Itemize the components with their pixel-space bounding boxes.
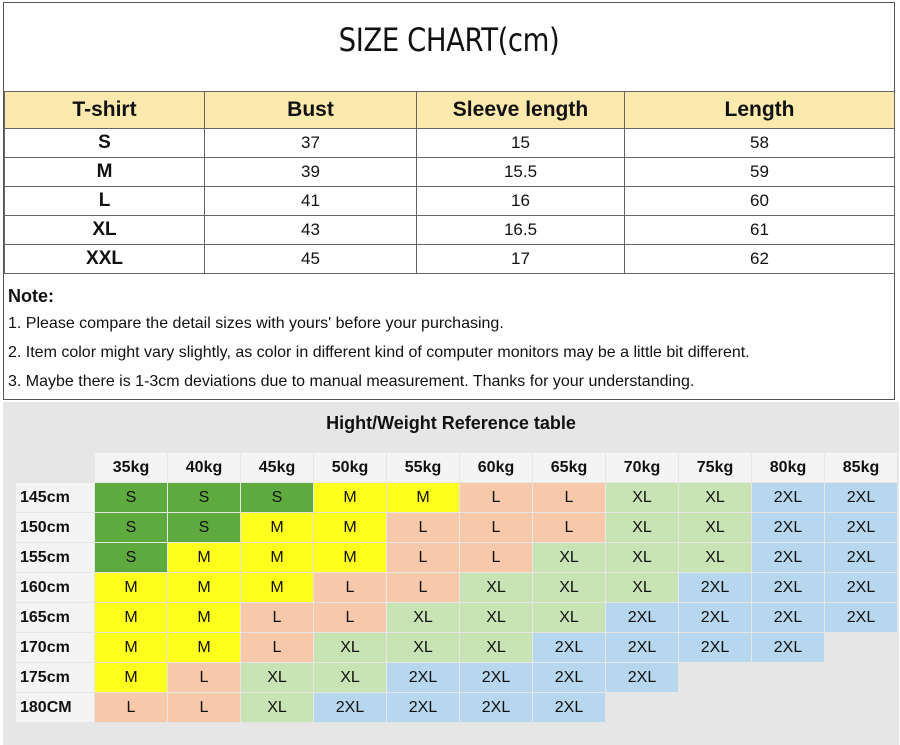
size-recommendation-cell: XL bbox=[314, 633, 386, 662]
height-header: 170cm bbox=[16, 633, 94, 662]
size-recommendation-cell: M bbox=[314, 513, 386, 542]
length-cell: 60 bbox=[625, 187, 895, 216]
size-recommendation-cell: M bbox=[168, 543, 240, 572]
size-table-header-row bbox=[5, 92, 895, 129]
size-recommendation-cell: M bbox=[95, 633, 167, 662]
size-recommendation-cell: M bbox=[95, 603, 167, 632]
size-cell: XXL bbox=[5, 245, 205, 274]
size-recommendation-cell: 2XL bbox=[460, 693, 532, 722]
weight-header: 70kg bbox=[606, 453, 678, 482]
size-recommendation-cell: XL bbox=[606, 513, 678, 542]
size-recommendation-cell: 2XL bbox=[314, 693, 386, 722]
corner-cell bbox=[16, 453, 94, 482]
size-recommendation-cell: 2XL bbox=[752, 603, 824, 632]
size-cell: L bbox=[5, 187, 205, 216]
height-header: 160cm bbox=[16, 573, 94, 602]
size-recommendation-cell: XL bbox=[314, 663, 386, 692]
table-row bbox=[16, 543, 897, 572]
weight-header: 75kg bbox=[679, 453, 751, 482]
size-recommendation-cell: 2XL bbox=[533, 693, 605, 722]
notes-section bbox=[8, 283, 892, 396]
height-header: 165cm bbox=[16, 603, 94, 632]
weight-header: 35kg bbox=[95, 453, 167, 482]
size-recommendation-cell: XL bbox=[679, 483, 751, 512]
weight-header: 40kg bbox=[168, 453, 240, 482]
size-recommendation-cell: M bbox=[241, 573, 313, 602]
size-recommendation-cell: 2XL bbox=[752, 633, 824, 662]
reference-table bbox=[15, 452, 898, 723]
size-cell: S bbox=[5, 129, 205, 158]
size-recommendation-cell: 2XL bbox=[606, 603, 678, 632]
size-recommendation-cell: 2XL bbox=[679, 573, 751, 602]
size-recommendation-cell: 2XL bbox=[752, 483, 824, 512]
bust-cell: 37 bbox=[205, 129, 417, 158]
size-recommendation-cell: L bbox=[95, 693, 167, 722]
length-cell: 59 bbox=[625, 158, 895, 187]
size-recommendation-cell: M bbox=[168, 573, 240, 602]
size-chart-panel bbox=[3, 2, 895, 400]
size-recommendation-cell: M bbox=[95, 663, 167, 692]
size-recommendation-cell: 2XL bbox=[533, 633, 605, 662]
table-row bbox=[16, 663, 897, 692]
size-recommendation-cell: L bbox=[168, 693, 240, 722]
sleeve-cell: 15 bbox=[417, 129, 625, 158]
size-recommendation-cell bbox=[825, 663, 897, 692]
size-recommendation-cell: M bbox=[241, 543, 313, 572]
size-recommendation-cell: L bbox=[241, 603, 313, 632]
weight-header: 55kg bbox=[387, 453, 459, 482]
length-cell: 58 bbox=[625, 129, 895, 158]
size-recommendation-cell: 2XL bbox=[679, 633, 751, 662]
table-row bbox=[5, 158, 895, 187]
column-header-tshirt: T-shirt bbox=[5, 92, 205, 129]
bust-cell: 39 bbox=[205, 158, 417, 187]
size-recommendation-cell: S bbox=[241, 483, 313, 512]
size-recommendation-cell: L bbox=[168, 663, 240, 692]
note-line: 3. Maybe there is 1-3cm deviations due to manual measurement. Thanks for your understanding. bbox=[8, 373, 695, 390]
size-recommendation-cell: 2XL bbox=[825, 483, 897, 512]
size-recommendation-cell: 2XL bbox=[606, 663, 678, 692]
size-recommendation-cell: M bbox=[168, 633, 240, 662]
notes-title: Note: bbox=[8, 286, 54, 306]
weight-header: 50kg bbox=[314, 453, 386, 482]
size-recommendation-cell: 2XL bbox=[679, 603, 751, 632]
size-recommendation-cell: 2XL bbox=[387, 663, 459, 692]
table-row bbox=[5, 187, 895, 216]
size-recommendation-cell: L bbox=[314, 603, 386, 632]
table-row bbox=[16, 573, 897, 602]
sleeve-cell: 16.5 bbox=[417, 216, 625, 245]
size-recommendation-cell: L bbox=[387, 573, 459, 602]
size-recommendation-cell: M bbox=[314, 543, 386, 572]
size-recommendation-cell bbox=[752, 663, 824, 692]
sleeve-cell: 15.5 bbox=[417, 158, 625, 187]
size-recommendation-cell bbox=[825, 633, 897, 662]
sleeve-cell: 17 bbox=[417, 245, 625, 274]
column-header-bust: Bust bbox=[205, 92, 417, 129]
weight-header: 65kg bbox=[533, 453, 605, 482]
reference-panel bbox=[3, 402, 899, 745]
size-recommendation-cell: S bbox=[168, 513, 240, 542]
size-recommendation-cell: XL bbox=[241, 663, 313, 692]
size-recommendation-cell: XL bbox=[241, 693, 313, 722]
weight-header: 60kg bbox=[460, 453, 532, 482]
size-recommendation-cell: 2XL bbox=[533, 663, 605, 692]
size-table bbox=[4, 91, 895, 274]
size-recommendation-cell: L bbox=[533, 513, 605, 542]
size-recommendation-cell: M bbox=[95, 573, 167, 602]
size-recommendation-cell: XL bbox=[679, 513, 751, 542]
column-header-length: Length bbox=[625, 92, 895, 129]
size-recommendation-cell: M bbox=[314, 483, 386, 512]
size-recommendation-cell bbox=[825, 693, 897, 722]
size-recommendation-cell: XL bbox=[387, 633, 459, 662]
size-recommendation-cell: 2XL bbox=[752, 573, 824, 602]
size-recommendation-cell bbox=[679, 663, 751, 692]
size-recommendation-cell: L bbox=[460, 483, 532, 512]
size-recommendation-cell: XL bbox=[606, 483, 678, 512]
size-recommendation-cell: L bbox=[241, 633, 313, 662]
size-recommendation-cell: L bbox=[533, 483, 605, 512]
table-row bbox=[5, 216, 895, 245]
size-recommendation-cell: XL bbox=[533, 573, 605, 602]
size-recommendation-cell: L bbox=[460, 543, 532, 572]
height-header: 155cm bbox=[16, 543, 94, 572]
size-recommendation-cell: L bbox=[387, 543, 459, 572]
weight-header: 45kg bbox=[241, 453, 313, 482]
bust-cell: 43 bbox=[205, 216, 417, 245]
size-recommendation-cell: 2XL bbox=[752, 543, 824, 572]
size-recommendation-cell: XL bbox=[460, 573, 532, 602]
size-recommendation-cell bbox=[606, 693, 678, 722]
table-row bbox=[16, 483, 897, 512]
note-line: 2. Item color might vary slightly, as color in different kind of computer monitors may be a little bit different. bbox=[8, 344, 750, 361]
bust-cell: 41 bbox=[205, 187, 417, 216]
size-recommendation-cell: M bbox=[387, 483, 459, 512]
height-header: 180CM bbox=[16, 693, 94, 722]
weight-header: 80kg bbox=[752, 453, 824, 482]
size-recommendation-cell: XL bbox=[606, 573, 678, 602]
height-header: 175cm bbox=[16, 663, 94, 692]
reference-title: Hight/Weight Reference table bbox=[326, 413, 576, 433]
size-recommendation-cell bbox=[752, 693, 824, 722]
size-recommendation-cell: XL bbox=[533, 543, 605, 572]
bust-cell: 45 bbox=[205, 245, 417, 274]
size-recommendation-cell: XL bbox=[679, 543, 751, 572]
size-recommendation-cell: 2XL bbox=[460, 663, 532, 692]
size-recommendation-cell: M bbox=[241, 513, 313, 542]
size-recommendation-cell: XL bbox=[460, 603, 532, 632]
table-row bbox=[16, 693, 897, 722]
size-recommendation-cell: L bbox=[387, 513, 459, 542]
size-recommendation-cell: L bbox=[460, 513, 532, 542]
size-recommendation-cell: S bbox=[95, 483, 167, 512]
size-recommendation-cell: XL bbox=[606, 543, 678, 572]
size-recommendation-cell: 2XL bbox=[825, 573, 897, 602]
height-header: 150cm bbox=[16, 513, 94, 542]
table-row bbox=[16, 513, 897, 542]
size-recommendation-cell: L bbox=[314, 573, 386, 602]
size-recommendation-cell: XL bbox=[387, 603, 459, 632]
size-recommendation-cell bbox=[679, 693, 751, 722]
size-recommendation-cell: XL bbox=[460, 633, 532, 662]
size-recommendation-cell: 2XL bbox=[825, 543, 897, 572]
column-header-sleeve-length: Sleeve length bbox=[417, 92, 625, 129]
size-recommendation-cell: S bbox=[95, 513, 167, 542]
height-header: 145cm bbox=[16, 483, 94, 512]
size-recommendation-cell: 2XL bbox=[825, 603, 897, 632]
size-recommendation-cell: S bbox=[95, 543, 167, 572]
table-row bbox=[5, 245, 895, 274]
table-row bbox=[16, 603, 897, 632]
table-row bbox=[5, 129, 895, 158]
weight-header: 85kg bbox=[825, 453, 897, 482]
table-row bbox=[16, 633, 897, 662]
size-recommendation-cell: 2XL bbox=[606, 633, 678, 662]
length-cell: 61 bbox=[625, 216, 895, 245]
size-recommendation-cell: XL bbox=[533, 603, 605, 632]
sleeve-cell: 16 bbox=[417, 187, 625, 216]
size-recommendation-cell: 2XL bbox=[387, 693, 459, 722]
size-recommendation-cell: 2XL bbox=[752, 513, 824, 542]
size-recommendation-cell: 2XL bbox=[825, 513, 897, 542]
weight-header-row bbox=[16, 453, 897, 482]
size-recommendation-cell: S bbox=[168, 483, 240, 512]
note-line: 1. Please compare the detail sizes with yours' before your purchasing. bbox=[8, 315, 504, 332]
length-cell: 62 bbox=[625, 245, 895, 274]
page-title: SIZE CHART(cm) bbox=[338, 21, 560, 59]
size-recommendation-cell: M bbox=[168, 603, 240, 632]
size-cell: XL bbox=[5, 216, 205, 245]
size-cell: M bbox=[5, 158, 205, 187]
